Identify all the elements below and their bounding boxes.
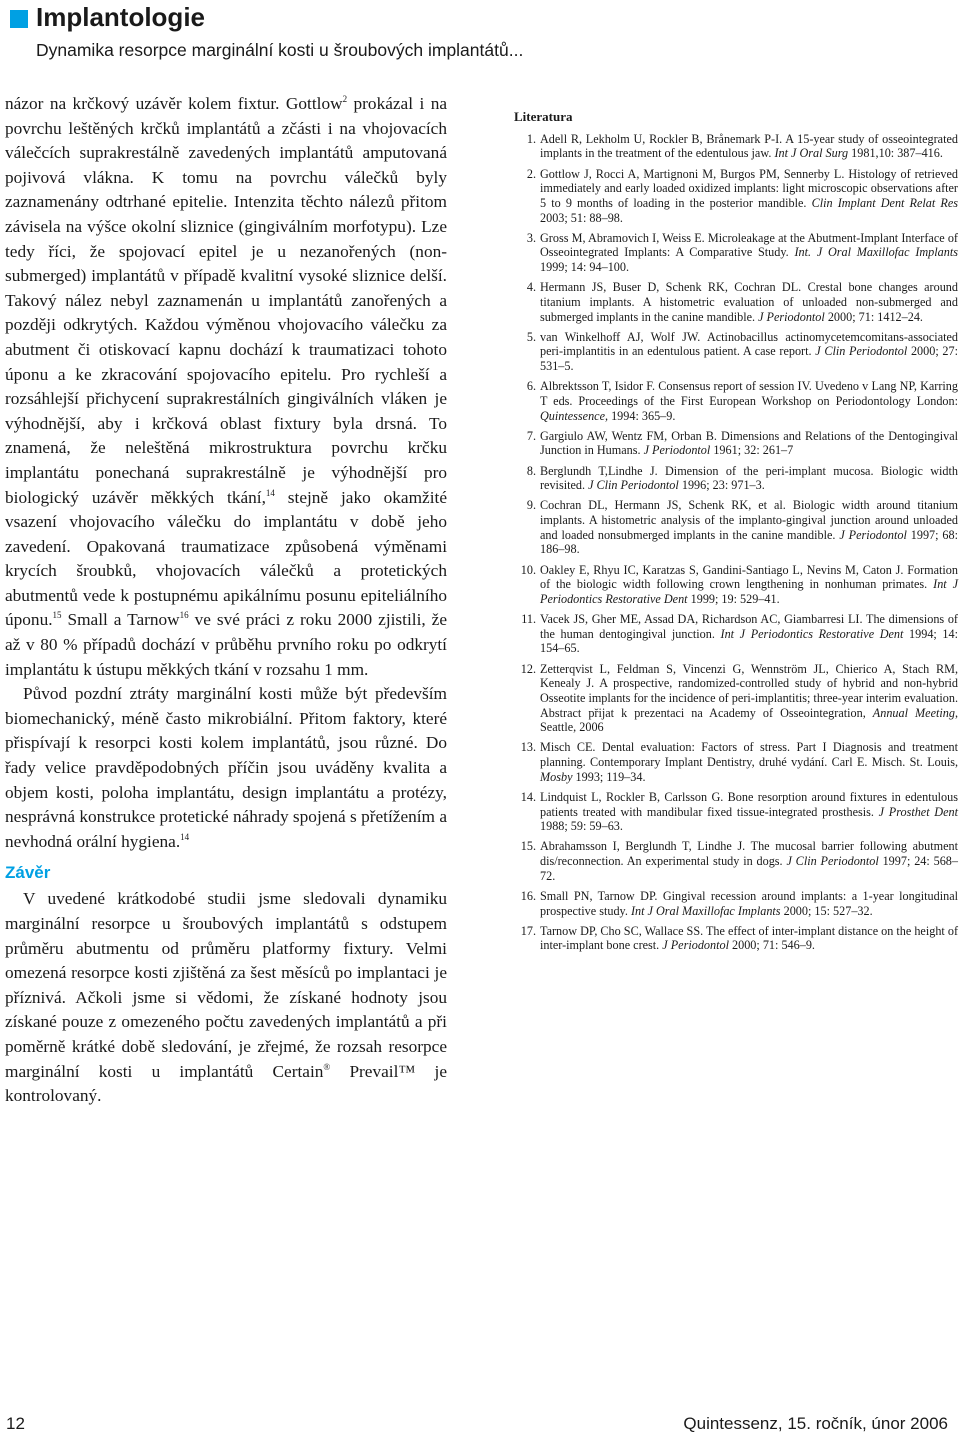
reference-text: Lindquist L, Rockler B, Carlsson G. Bone resorption around fixtures in edentulous patients treated with mandibular fixed tissue-integrated prosthesis. J Prosthet Dent 1988; 59: 59–63. bbox=[540, 789, 958, 834]
reference-number: 12. bbox=[520, 661, 536, 676]
reference-number: 17. bbox=[520, 923, 536, 938]
reference-text: Misch CE. Dental evaluation: Factors of stress. Part I Diagnosis and treatment planning. Contemporary Implant Dentistry, druhé vydání. Carl E. Misch. St. Louis, Mosby 1993; 119–34. bbox=[540, 740, 958, 784]
reference-item bbox=[514, 612, 958, 656]
journal-name: J Prosthet Dent bbox=[878, 804, 958, 819]
reference-text: Hermann JS, Buser D, Schenk RK, Cochran DL. Crestal bone changes around titanium implants. A histometric evaluation of unloaded non-submerged and submerged implants in the canine mandible. J Periodontol 2000; 71: 1412–24. bbox=[540, 280, 958, 324]
reference-text: Tarnow DP, Cho SC, Wallace SS. The effect of inter-implant distance on the height of inter-implant bone crest. J Periodontol 2000; 71: 546–9. bbox=[540, 923, 958, 953]
article-subtitle: Dynamika resorpce marginální kosti u šroubových implantátů... bbox=[36, 40, 524, 60]
reference-text: Adell R, Lekholm U, Rockler B, Brånemark P-I. A 15-year study of osseointegrated implants in the treatment of the edentulous jaw. Int J Oral Surg 1981,10: 387–416. bbox=[540, 131, 958, 161]
reference-text: Gross M, Abramovich I, Weiss E. Microleakage at the Abutment-Implant Interface of Osseointegrated Implants: A Comparative Study. Int. J Oral Maxillofac Implants 1999; 14: 94–100. bbox=[540, 230, 958, 275]
reference-item bbox=[514, 498, 958, 557]
reference-text: Gottlow J, Rocci A, Martignoni M, Burgos PM, Sennerby L. Histology of retrieved immediately and early loaded oxidized implants: light microscopic observations after 5 to 9 months of loading in the posterior mandible. Clin Implant Dent Relat Res 2003; 51: 88–98. bbox=[540, 166, 959, 225]
reference-number: 9. bbox=[526, 498, 536, 513]
reference-list bbox=[514, 132, 958, 953]
journal-name: Int. J Oral Maxillofac Implants bbox=[794, 245, 958, 260]
reference-item bbox=[514, 280, 958, 324]
citation-superscript: 15 bbox=[52, 610, 62, 621]
journal-name: Clin Implant Dent Relat Res bbox=[811, 195, 959, 210]
citation-superscript: 14 bbox=[180, 832, 190, 843]
reference-item bbox=[514, 132, 958, 161]
reference-item bbox=[514, 889, 958, 918]
journal-name: J Periodontol bbox=[839, 527, 907, 542]
reference-text: van Winkelhoff AJ, Wolf JW. Actinobacillus actinomycetemcomitans-associated peri-implantitis in an edentulous patient. A case report. J Clin Periodontol 2000; 27: 531–5. bbox=[540, 329, 958, 374]
journal-name: J Periodontol bbox=[643, 443, 711, 458]
reference-number: 16. bbox=[520, 888, 536, 903]
reference-text: Berglundh T,Lindhe J. Dimension of the peri-implant mucosa. Biologic width revisited. J Clin Periodontol 1996; 23: 971–3. bbox=[540, 463, 958, 493]
reference-text: Albrektsson T, Isidor F. Consensus report of session IV. Uvedeno v Lang NP, Karring T eds. Proceedings of the First European Workshop on Periodontology London: Quintessence, 1994: 365–9. bbox=[540, 379, 958, 423]
reference-number: 5. bbox=[526, 329, 536, 344]
reference-item bbox=[514, 330, 958, 374]
reference-item bbox=[514, 231, 958, 275]
paragraph: V uvedené krátkodobé studii jsme sledovali dynamiku marginální resorpce u šroubových implantátů s odstupem průměru abutmentu od průměru platformy fixtury. Velmi omezená resorpce kosti zjištěná za šest měsíců po implantaci je příznivá. Ačkoli jsme si vědomi, že získané hodnoty jsou získané pouze z omezeného počtu zavedených implantátů a při poměrně krátké době sledování, je zřejmé, že rozsah resorpce marginální kosti u implantátů Certain® Prevail™ je kontrolovaný. bbox=[5, 889, 447, 1106]
reference-text: Vacek JS, Gher ME, Assad DA, Richardson AC, Giambarresi LI. The dimensions of the human dentogingival junction. Int J Periodontics Restorative Dent 1994; 14: 154–65. bbox=[540, 612, 958, 656]
journal-name: J Periodontol bbox=[662, 938, 729, 953]
paragraph: Původ pozdní ztráty marginální kosti může být především biomechanický, méně často mikrobiální. Přitom faktory, které přispívají k resorpci kosti kolem implantátů, jsou různé. Do řady velice pravděpodobných příčin jsou uváděny kvalita a objem kosti, poloha implantátu, design implantátu a protézy, nesprávná konstrukce protetické náhrady spojená s přetížením a nevhodná orální hygiena.$^{14}$ bbox=[5, 684, 447, 851]
reference-text: Abrahamsson I, Berglundh T, Lindhe J. The mucosal barrier following abutment dis/reconnection. An experimental study in dogs. J Clin Periodontol 1997; 24: 568–72. bbox=[540, 839, 958, 883]
reference-number: 1. bbox=[526, 131, 536, 146]
journal-name: Int J Oral Maxillofac Implants bbox=[630, 903, 781, 918]
reference-number: 4. bbox=[526, 280, 536, 295]
right-column bbox=[514, 110, 958, 959]
journal-name: Int J Oral Surg bbox=[774, 146, 849, 161]
journal-footer: Quintessenz, 15. ročník, únor 2006 bbox=[683, 1414, 948, 1433]
reference-text: Small PN, Tarnow DP. Gingival recession around implants: a 1-year longitudinal prospective study. Int J Oral Maxillofac Implants 2000; 15: 527–32. bbox=[540, 888, 958, 918]
reference-text: Oakley E, Rhyu IC, Karatzas S, Gandini-Santiago L, Nevins M, Caton J. Formation of the biologic width following crown lengthening in nonhuman primates. Int J Periodontics Restorative Dent 1999; 19: 529–41. bbox=[540, 562, 958, 606]
reference-item bbox=[514, 924, 958, 953]
reference-item bbox=[514, 563, 958, 607]
reference-number: 8. bbox=[526, 463, 536, 478]
reference-number: 2. bbox=[526, 166, 536, 181]
section-title: Implantologie bbox=[36, 2, 205, 32]
reference-number: 14. bbox=[520, 789, 536, 804]
citation-superscript: 2 bbox=[342, 94, 348, 105]
journal-name: J Clin Periodontol bbox=[786, 854, 879, 869]
left-column bbox=[5, 92, 447, 1109]
section-heading-zaver: Závěr bbox=[5, 863, 51, 883]
citation-superscript: 14 bbox=[265, 487, 275, 498]
reference-item bbox=[514, 740, 958, 784]
reference-text: Cochran DL, Hermann JS, Schenk RK, et al. Biologic width around titanium implants. A histometric analysis of the implanto-gingival junction around unloaded and loaded nonsubmerged implants in the canine mandible. J Periodontol 1997; 68: 186–98. bbox=[540, 498, 958, 557]
journal-name: J Clin Periodontol bbox=[588, 478, 679, 493]
literature-heading: Literatura bbox=[514, 109, 573, 124]
journal-name: J Clin Periodontol bbox=[815, 344, 908, 359]
journal-name: Int J Periodontics Restorative Dent bbox=[540, 577, 958, 606]
journal-name: Mosby bbox=[540, 769, 573, 784]
header-accent-square bbox=[10, 10, 28, 28]
journal-name: Int J Periodontics Restorative Dent bbox=[720, 626, 904, 641]
citation-superscript: 16 bbox=[179, 610, 189, 621]
journal-name: Quintessence, bbox=[540, 408, 609, 423]
journal-name: Annual Meeting bbox=[872, 705, 955, 720]
reference-number: 7. bbox=[526, 428, 536, 443]
journal-name: J Periodontol bbox=[758, 309, 825, 324]
reference-number: 11. bbox=[521, 612, 536, 626]
reference-item bbox=[514, 464, 958, 493]
page-number: 12 bbox=[6, 1414, 25, 1433]
reference-number: 13. bbox=[520, 740, 536, 755]
reference-number: 15. bbox=[520, 839, 536, 854]
reference-number: 10. bbox=[520, 562, 536, 577]
reference-item bbox=[514, 167, 958, 226]
reference-number: 3. bbox=[526, 230, 536, 245]
reference-item bbox=[514, 790, 958, 834]
reference-number: 6. bbox=[526, 379, 536, 394]
reference-item bbox=[514, 429, 958, 458]
paragraph: názor na krčkový uzávěr kolem fixtur. Gottlow$^2$ prokázal i na povrchu leštěných krčků implantátů a zčásti i na vhojovacích válečcích suprakrestálně zavedených implantátů amputovaná pojivová vlákna. K tomu na povrchu válečků byly zaznamenány odtrhané epitelie. Intenzita těchto nálezů přitom závisela na výšce okolní sliznice (gingiválním morfotypu). Lze tedy říci, že spojovací epitel je u nezanořených (non-submerged) implantátů v případě kvalitní vysoké sliznice delší. Takový nález nebyl zaznamenán u implantátů zanořených a později odkrytých. Každou výměnou vhojovacího válečku za abutment či otiskovací kapnu dochází k traumatizaci tohoto úponu a ke zkracování spojovacího epitelu. Pro rychleší a rozsáhlejší přichycení suprakrestálních gingiválních vláken je výhodnější, aby i krčková oblast fixtury byla drsná. To znamená, že neleštěná mikrostruktura povrchu krčku implantátu ponechaná suprakrestálně je výhodnější pro biologický uzávěr měkkých tkání,$^{14}$ stejně jako okamžité vsazení vhojovacího válečku do implantátu v době jeho zavedení. Opakovaná traumatizace způsobená výměnami krycích šroubků, vhojovacích válečků a protetických abutmentů vede k postupnému apikálnímu posunu epiteliálního úponu.$^{15}$ Small a Tarnow$^{16}$ ve své práci z roku 2000 zjistili, že až v 80 % případů dochází v průběhu prvního roku po odkrytí implantátu k ústupu měkkých tkání v rozsahu 1 mm. bbox=[5, 94, 448, 679]
reference-item bbox=[514, 379, 958, 423]
reference-item bbox=[514, 839, 958, 883]
reference-text: Gargiulo AW, Wentz FM, Orban B. Dimensions and Relations of the Dentogingival Junction in Humans. J Periodontol 1961; 32: 261–7 bbox=[540, 428, 958, 458]
registered-mark: ® bbox=[323, 1061, 331, 1072]
reference-item bbox=[514, 662, 958, 736]
reference-text: Zetterqvist L, Feldman S, Vincenzi G, Wennström JL, Chierico A, Stach RM, Kenealy J. A prospective, randomized-controlled study of hybrid and non-hybrid Osseotite implants for the incidence of peri-implantitis; three-year interim evaluation. Abstract přijat k prezentaci na Academy of Osseointegration, Annual Meeting, Seattle, 2006 bbox=[540, 661, 959, 735]
